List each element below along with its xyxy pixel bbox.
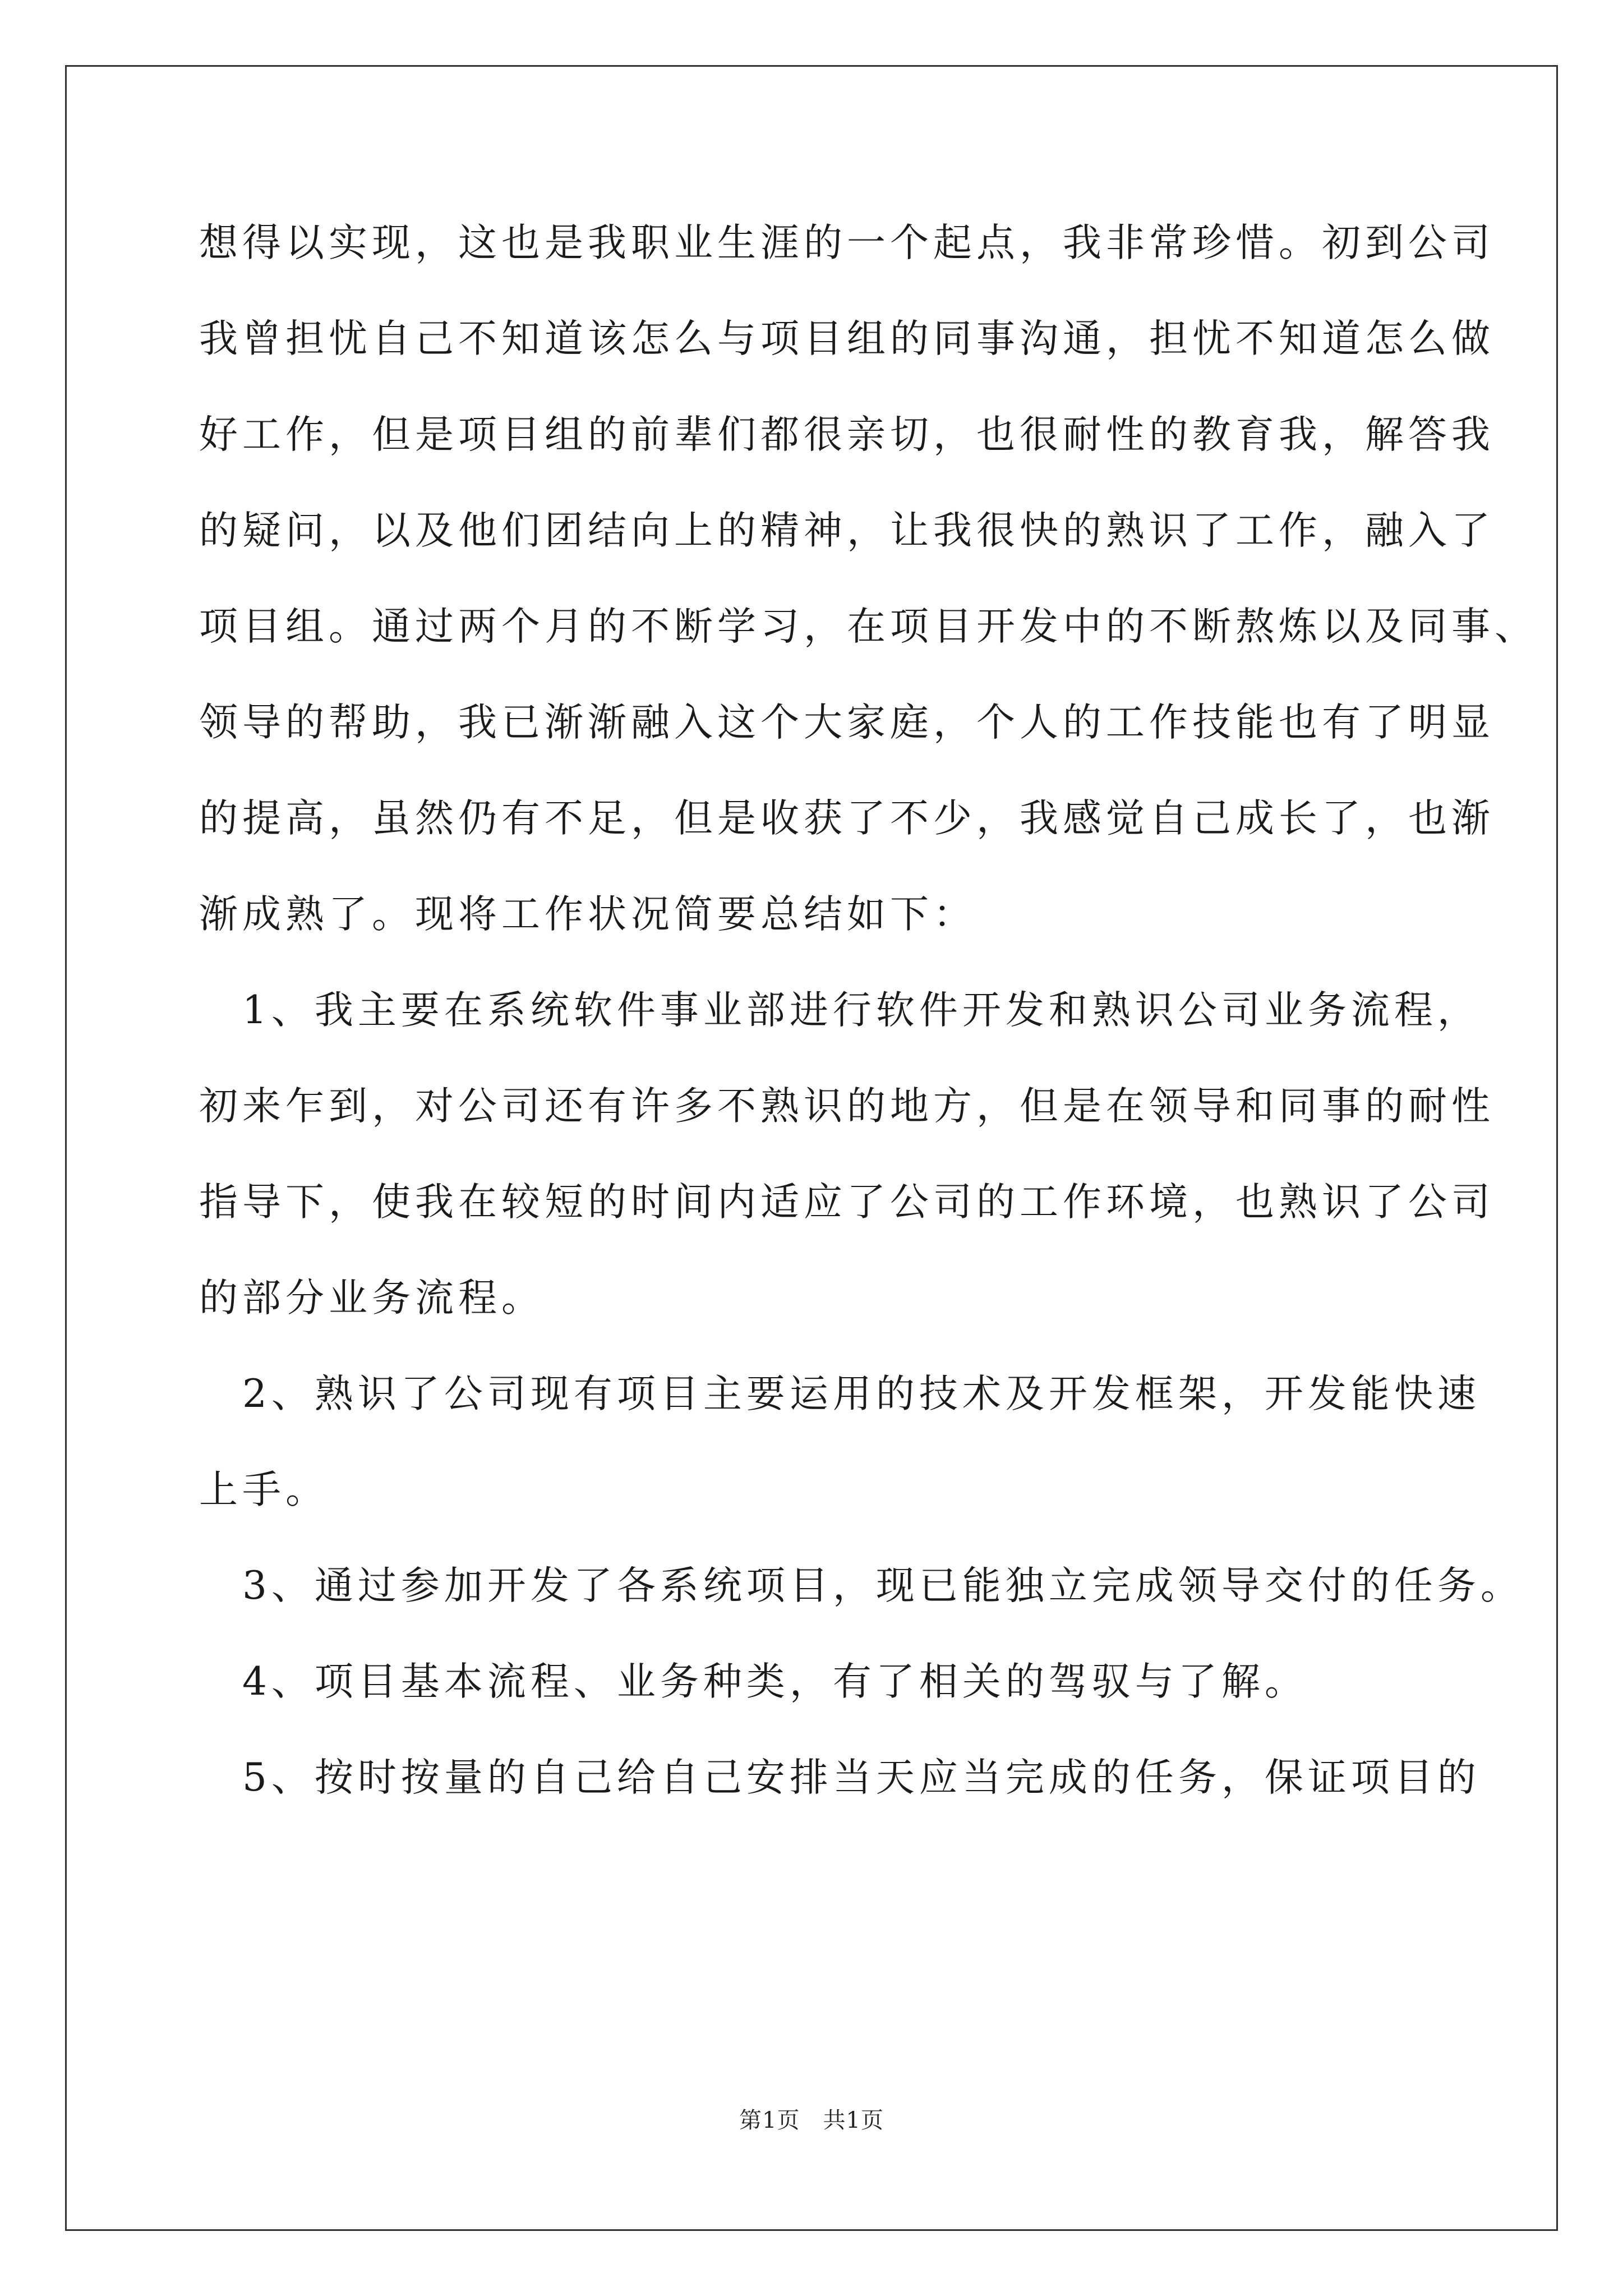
text-line: 想得以实现，这也是我职业生涯的一个起点，我非常珍惜。初到公司 xyxy=(199,220,1495,265)
text-line: 初来乍到，对公司还有许多不熟识的地方，但是在领导和同事的耐性 xyxy=(199,1084,1495,1129)
text-line: 的疑问，以及他们团结向上的精神，让我很快的熟识了工作，融入了 xyxy=(199,508,1495,553)
text-line: 我曾担忧自己不知道该怎么与项目组的同事沟通，担忧不知道怎么做 xyxy=(199,316,1495,361)
text-line: 的提高，虽然仍有不足，但是收获了不少，我感觉自己成长了，也渐 xyxy=(199,796,1495,841)
text-line: 5、按时按量的自己给自己安排当天应当完成的任务，保证项目的 xyxy=(199,1755,1481,1800)
page-frame xyxy=(65,65,1558,2231)
text-line: 上手。 xyxy=(199,1467,329,1512)
text-line: 领导的帮助，我已渐渐融入这个大家庭，个人的工作技能也有了明显 xyxy=(199,700,1495,745)
text-line: 2、熟识了公司现有项目主要运用的技术及开发框架，开发能快速 xyxy=(199,1372,1481,1416)
text-line: 3、通过参加开发了各系统项目，现已能独立完成领导交付的任务。 xyxy=(199,1563,1524,1608)
text-line: 好工作，但是项目组的前辈们都很亲切，也很耐性的教育我，解答我 xyxy=(199,412,1495,457)
text-line: 指导下，使我在较短的时间内适应了公司的工作环境，也熟识了公司 xyxy=(199,1180,1495,1225)
text-line: 1、我主要在系统软件事业部进行软件开发和熟识公司业务流程， xyxy=(199,988,1481,1033)
text-line: 的部分业务流程。 xyxy=(199,1276,545,1320)
text-line: 4、项目基本流程、业务种类，有了相关的驾驭与了解。 xyxy=(199,1659,1308,1704)
text-line: 渐成熟了。现将工作状况简要总结如下： xyxy=(199,892,976,937)
text-line: 项目组。通过两个月的不断学习，在项目开发中的不断熬炼以及同事、 xyxy=(199,604,1538,649)
page-number-footer: 第1页 共1页 xyxy=(739,2108,884,2133)
